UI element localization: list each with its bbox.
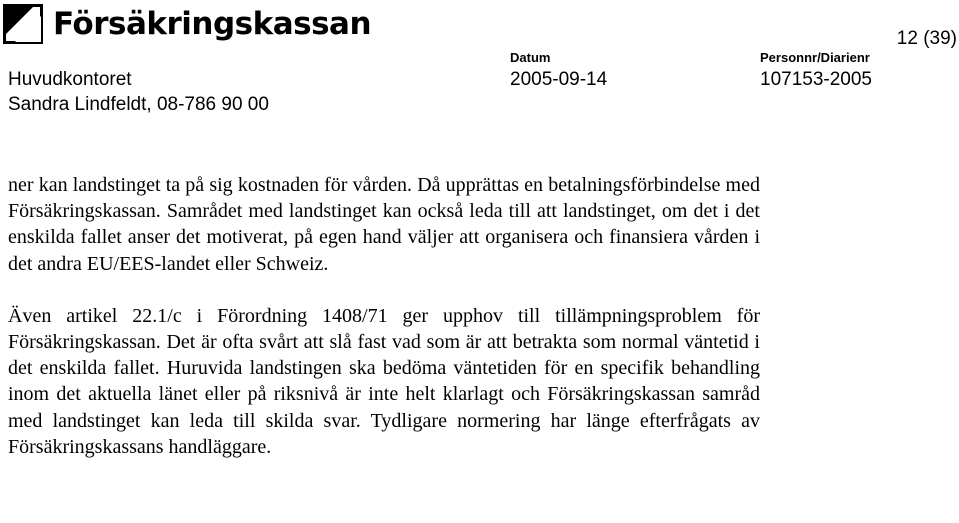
reference-value: 107153-2005 — [760, 69, 872, 90]
logo-wordmark: Försäkringskassan — [53, 6, 372, 42]
paragraph: Även artikel 22.1/c i Förordning 1408/71 ger upphov till tillämpningsproblem för Försäkringskassan. Det är ofta svårt att slå fast vad som är att betrakta som normal väntetid i det enskilda fallet. Huruvida landstingen ska bedöma väntetiden för en specifik behandling inom det aktuella länet eller på riksnivå är inte helt klarlagt och Försäkringskassan samråd med landstinget kan leda till skilda svar. Tydligare normering har länge efterfrågats av Försäkringskassans handläggare. — [8, 304, 760, 458]
paragraph: ner kan landstinget ta på sig kostnaden för vården. Då upprättas en betalningsförbindelse med Försäkringskassan. Samrådet med landstinget kan också leda till att landstinget, om det i det enskilda fallet anser det motiverat, på egen hand väljer att organisera och finansiera vården i det andra EU/EES-landet eller Schweiz. — [8, 174, 760, 275]
date-label: Datum — [510, 50, 551, 65]
contact-person: Sandra Lindfeldt, 08-786 90 00 — [8, 94, 269, 115]
date-value: 2005-09-14 — [510, 69, 608, 90]
logo — [3, 2, 371, 46]
page-number: 12 (39) — [896, 28, 957, 49]
office-name: Huvudkontoret — [8, 69, 132, 90]
document-body — [8, 172, 760, 460]
forsakringskassan-logo-icon — [3, 4, 43, 44]
reference-label: Personnr/Diarienr — [760, 50, 870, 65]
